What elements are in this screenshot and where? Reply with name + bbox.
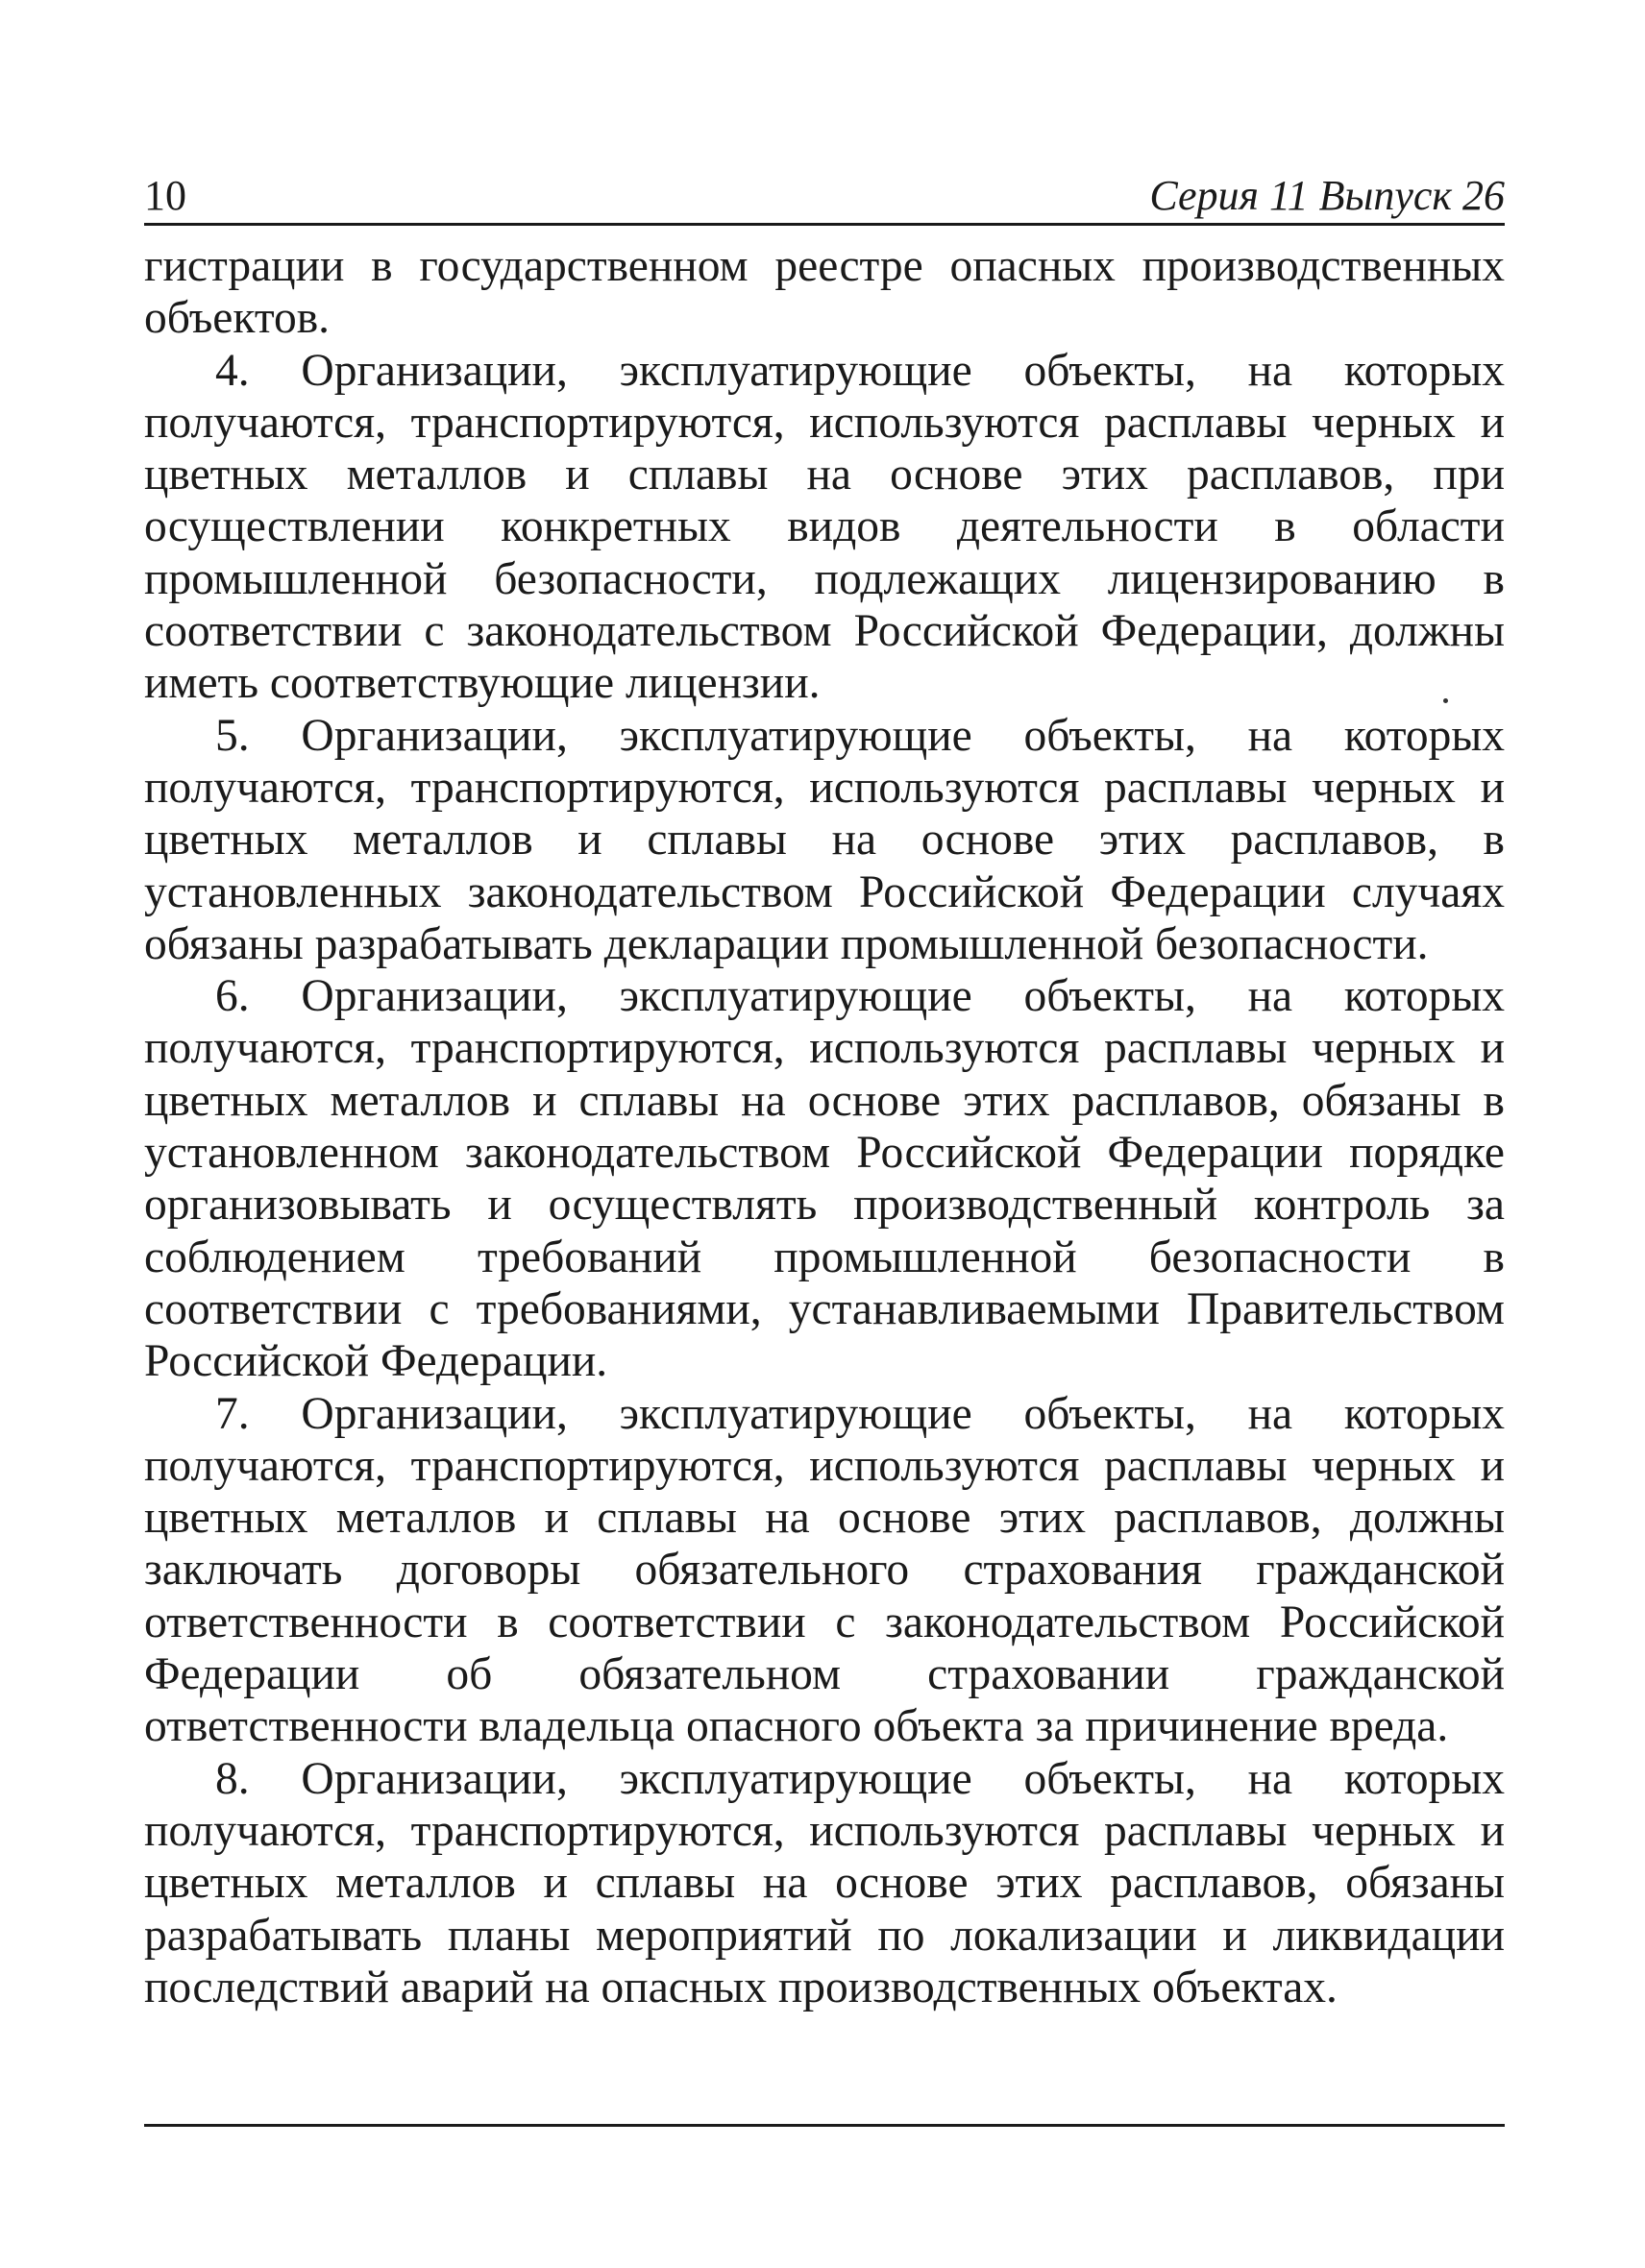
paragraph-item-8: 8. Организации, эксплуатирующие объекты, на которых получаются, транспортируются, используются расплавы черных и цветных металлов и сплавы на основе этих расплавов, обязаны разрабатывать планы мероприятий по локализации и ликвидации последствий аварий на опасных производственных объектах. <box>144 1753 1505 2012</box>
paragraph-item-5: 5. Организации, эксплуатирующие объекты, на которых получаются, транспортируются, используются расплавы черных и цветных металлов и сплавы на основе этих расплавов, в установленных законодательством Российской Федерации случаях обязаны разрабатывать декларации промышленной безопасности. <box>144 710 1505 969</box>
page-header <box>144 163 1505 226</box>
paragraph-item-7: 7. Организации, эксплуатирующие объекты, на которых получаются, транспортируются, используются расплавы черных и цветных металлов и сплавы на основе этих расплавов, должны заключать договоры обязательного страхования гражданской ответственности в соответствии с законодательством Российской Федерации об обязательном страховании гражданской ответственности владельца опасного объекта за причинение вреда. <box>144 1388 1505 1752</box>
page-number: 10 <box>144 172 186 219</box>
paragraph-item-4: 4. Организации, эксплуатирующие объекты, на которых получаются, транспортируются, используются расплавы черных и цветных металлов и сплавы на основе этих расплавов, при осуществлении конкретных видов деятельности в области промышленной безопасности, подлежащих лицензированию в соответствии с законодательством Российской Федерации, должны иметь соответствующие лицензии. <box>144 345 1505 709</box>
footer-rule <box>144 2124 1505 2127</box>
paragraph-continuation: гистрации в государственном реестре опасных производственных объектов. <box>144 241 1505 344</box>
body-text <box>144 240 1505 2013</box>
paragraph-item-6: 6. Организации, эксплуатирующие объекты, на которых получаются, транспортируются, используются расплавы черных и цветных металлов и сплавы на основе этих расплавов, обязаны в установленном законодательством Российской Федерации порядке организовывать и осуществлять производственный контроль за соблюдением требований промышленной безопасности в соответствии с требованиями, устанавливаемыми Правительством Российской Федерации. <box>144 971 1505 1387</box>
print-speck <box>1443 698 1448 703</box>
running-head: Серия 11 Выпуск 26 <box>1149 172 1505 219</box>
